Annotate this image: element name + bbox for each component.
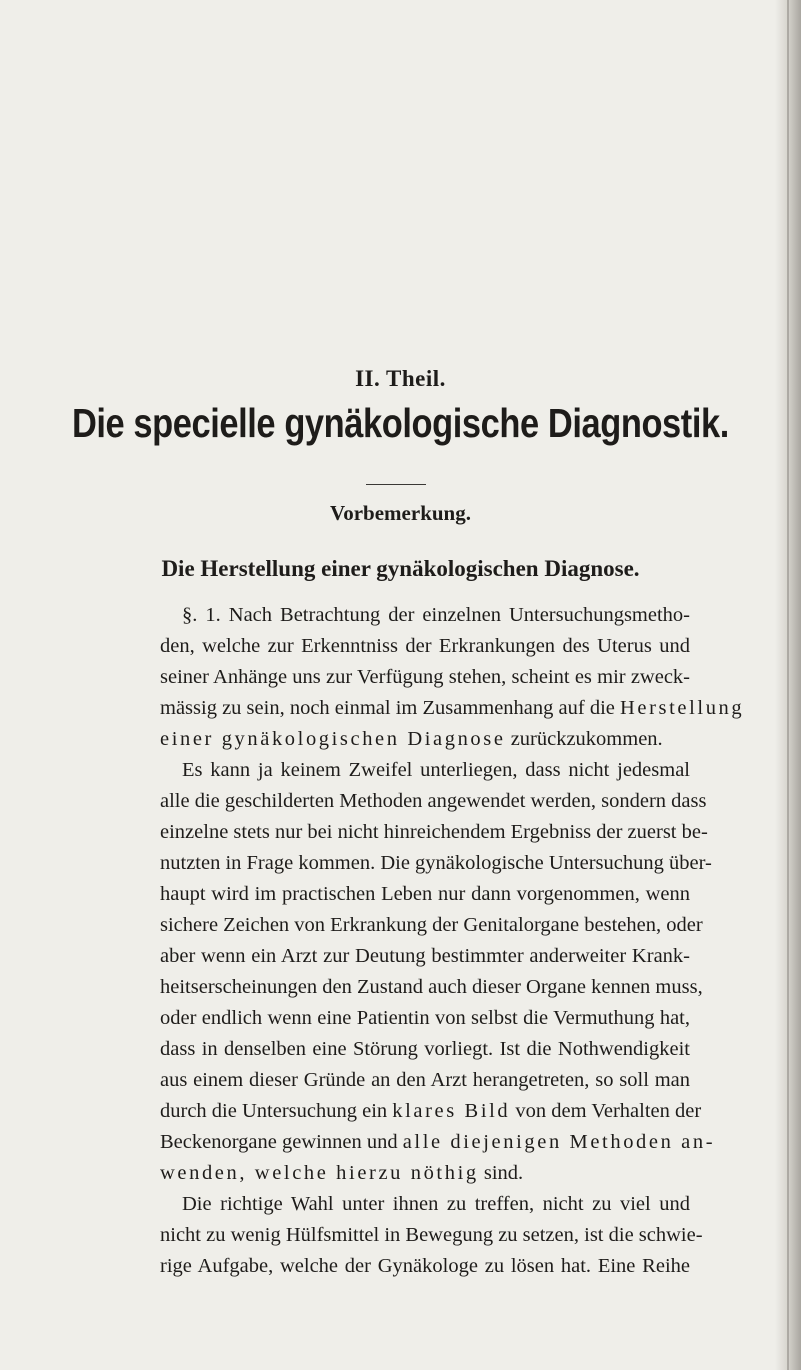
body-text xyxy=(160,600,745,1282)
text-line xyxy=(160,600,690,631)
text-line xyxy=(160,1065,690,1096)
text-line xyxy=(160,786,707,817)
page-edge-line xyxy=(787,0,789,1370)
emphasized-text: Herstellung xyxy=(620,697,745,719)
text-line xyxy=(160,941,690,972)
text-run: einzelne stets nur bei nicht hinreichendem Ergebniss der zuerst be- xyxy=(160,821,708,843)
text-run: Die richtige Wahl unter ihnen zu treffen, nicht zu viel und xyxy=(182,1193,690,1215)
text-run: den, welche zur Erkenntniss der Erkrankungen des Uterus und xyxy=(160,635,690,657)
text-run: sind. xyxy=(478,1162,524,1184)
text-line xyxy=(160,631,690,662)
text-run: nicht zu wenig Hülfsmittel in Bewegung zu setzen, ist die schwie- xyxy=(160,1224,703,1246)
text-line xyxy=(160,1220,703,1251)
chapter-title: Die specielle gynäkologische Diagnostik. xyxy=(71,400,729,446)
emphasized-text: klares Bild xyxy=(392,1100,511,1122)
text-line xyxy=(160,910,703,941)
text-run: aber wenn ein Arzt zur Deutung bestimmter anderweiter Krank- xyxy=(160,945,690,967)
text-line xyxy=(160,817,708,848)
text-line xyxy=(160,972,703,1003)
text-run: Es kann ja keinem Zweifel unterliegen, dass nicht jedesmal xyxy=(182,759,690,781)
text-run: sichere Zeichen von Erkrankung der Genitalorgane bestehen, oder xyxy=(160,914,703,936)
text-run: Beckenorgane gewinnen und xyxy=(160,1131,403,1153)
emphasized-text: wenden, welche hierzu nöthig xyxy=(160,1162,479,1184)
text-run: alle die geschilderten Methoden angewendet werden, sondern dass xyxy=(160,790,707,812)
part-heading: II. Theil. xyxy=(355,366,446,391)
text-line xyxy=(160,1127,716,1158)
text-line xyxy=(160,879,690,910)
text-line xyxy=(160,1034,690,1065)
text-run: zurückzukommen. xyxy=(505,728,663,750)
text-line xyxy=(160,1158,690,1189)
text-run: heitserscheinungen den Zustand auch dieser Organe kennen muss, xyxy=(160,976,703,998)
text-run: aus einem dieser Gründe an den Arzt herangetreten, so soll man xyxy=(160,1069,690,1091)
text-run: rige Aufgabe, welche der Gynäkologe zu lösen hat. Eine Reihe xyxy=(160,1255,690,1277)
text-line xyxy=(160,724,690,755)
text-run: von dem Verhalten der xyxy=(510,1100,702,1122)
subheading: Vorbemerkung. xyxy=(330,501,471,525)
text-run: durch die Untersuchung ein xyxy=(160,1100,393,1122)
section-heading: Die Herstellung einer gynäkologischen Diagnose. xyxy=(161,556,640,581)
text-run: §. 1. Nach Betrachtung der einzelnen Untersuchungsmetho- xyxy=(182,604,690,626)
text-line xyxy=(160,662,690,693)
text-run: oder endlich wenn eine Patientin von selbst die Vermuthung hat, xyxy=(160,1007,690,1029)
emphasized-text: einer gynäkologischen Diagnose xyxy=(160,728,506,750)
text-line xyxy=(160,755,690,786)
text-line xyxy=(160,1251,690,1282)
text-line xyxy=(160,1003,690,1034)
title-divider xyxy=(366,484,426,485)
text-run: seiner Anhänge uns zur Verfügung stehen, scheint es mir zweck- xyxy=(160,666,690,688)
text-run: haupt wird im practischen Leben nur dann vorgenommen, wenn xyxy=(160,883,690,905)
text-line xyxy=(160,848,712,879)
text-run: dass in denselben eine Störung vorliegt. Ist die Nothwendigkeit xyxy=(160,1038,690,1060)
text-line xyxy=(160,1096,702,1127)
emphasized-text: alle diejenigen Methoden an- xyxy=(402,1131,716,1153)
text-line xyxy=(160,693,745,724)
text-run: mässig zu sein, noch einmal im Zusammenhang auf die xyxy=(160,697,620,719)
text-run: nutzten in Frage kommen. Die gynäkologische Untersuchung über- xyxy=(160,852,712,874)
text-line xyxy=(160,1189,690,1220)
